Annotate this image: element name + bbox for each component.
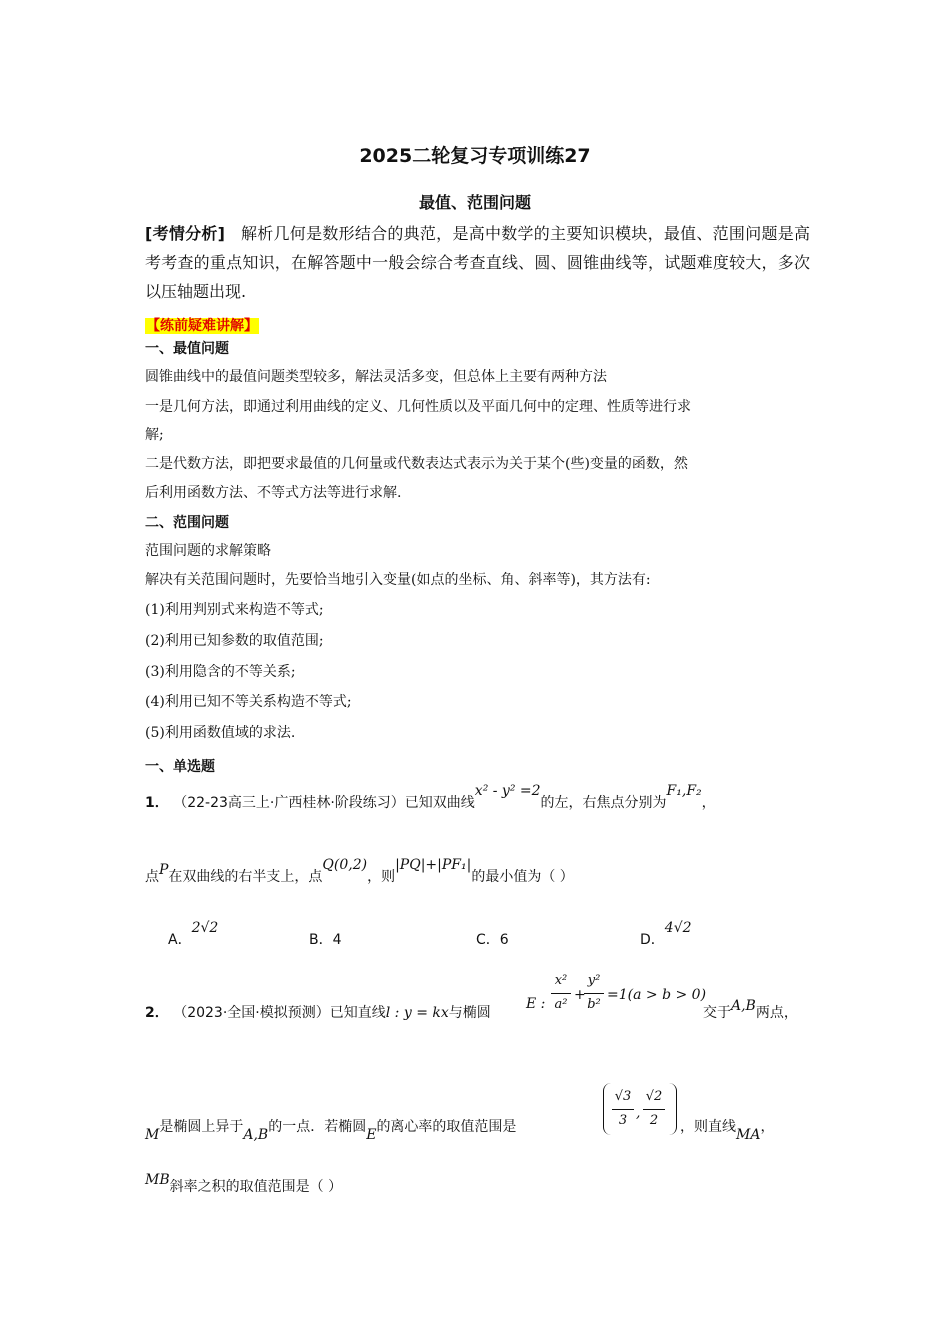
question-2-text: 是椭圆上异于 <box>159 1119 244 1135</box>
question-2-text: 与椭圆 <box>448 1005 491 1021</box>
section1-line: 圆锥曲线中的最值问题类型较多，解法灵活多变，但总体上主要有两种方法 <box>145 369 607 385</box>
question-2-source: （2023·全国·模拟预测） <box>173 1005 330 1021</box>
question-1-text: 在双曲线的右半支上，点 <box>168 869 323 885</box>
analysis-text: 解析几何是数形结合的典范，是高中数学的主要知识模块，最值、范围问题是高考考查的重点知识，在解答题中一般会综合考查直线、圆、圆锥曲线等，试题难度较大，多次以压轴题出现. <box>145 224 810 301</box>
analysis-label: [考情分析] <box>145 224 225 243</box>
question-2-text: 的离心率的取值范围是 <box>376 1119 517 1135</box>
question-2-line-1-tail <box>703 998 798 1022</box>
question-2-line-2 <box>145 1116 517 1143</box>
fraction-bar <box>584 993 604 994</box>
question-2-text: 的一点．若椭圆 <box>268 1119 367 1135</box>
ellipse-b-denominator: b² <box>587 997 601 1012</box>
section2-line: 解决有关范围问题时，先要恰当地引入变量(如点的坐标、角、斜率等)，其方法有: <box>145 572 651 588</box>
section2-line: (3)利用隐含的不等关系; <box>145 664 296 680</box>
ellipse-plus: + <box>574 987 586 1003</box>
option-d-label: D． <box>640 932 665 948</box>
question-1-text: ， <box>701 795 716 811</box>
ellipse-x-numerator: x² <box>554 973 568 988</box>
section1-heading: 一、最值问题 <box>145 341 229 357</box>
point-p: P <box>159 862 169 878</box>
fraction-bar <box>612 1109 634 1110</box>
fraction-bar <box>643 1109 665 1110</box>
section2-heading: 二、范围问题 <box>145 515 229 531</box>
section2-line: (2)利用已知参数的取值范围; <box>145 633 324 649</box>
question-2-text: 已知直线 <box>329 1005 386 1021</box>
fraction-bar <box>551 993 571 994</box>
option-d-value: 4√2 <box>664 920 692 936</box>
ellipse-y-numerator: y² <box>587 973 601 988</box>
ellipse-a-denominator: a² <box>554 997 568 1012</box>
analysis-paragraph <box>145 219 810 306</box>
question-1-line-2 <box>145 857 574 886</box>
question-1-text: ，则 <box>367 869 396 885</box>
option-d[interactable] <box>640 920 692 949</box>
section2-line: (5)利用函数值域的求法. <box>145 725 296 741</box>
question-1-number: 1． <box>145 795 169 811</box>
question-2-text: 两点， <box>755 1005 798 1021</box>
question-2-text: ， <box>760 1119 775 1135</box>
section2-line: 范围问题的求解策略 <box>145 543 271 559</box>
option-c-label: C． <box>476 932 500 948</box>
section3-heading: 一、单选题 <box>145 759 215 775</box>
range-upper-denominator: 2 <box>649 1113 659 1128</box>
question-1-text: 的左，右焦点分别为 <box>540 795 667 811</box>
range-comma: , <box>636 1105 641 1121</box>
option-b-label: B． <box>309 932 333 948</box>
question-2-text: 斜率之积的取值范围是（ ） <box>169 1179 343 1195</box>
line-ma: MA <box>736 1127 761 1143</box>
question-1-line-1 <box>145 783 716 812</box>
ellipse-condition: =1(a > b > 0) <box>607 987 707 1003</box>
option-a-label: A． <box>168 932 192 948</box>
question-2-line-3 <box>145 1172 343 1196</box>
page-title: 2025二轮复习专项训练27 <box>359 145 591 167</box>
points-ab: A,B <box>731 998 756 1014</box>
question-1-text: 点 <box>145 869 159 885</box>
range-lower-denominator: 3 <box>618 1113 628 1128</box>
question-1-source: （22-23高三上·广西桂林·阶段练习） <box>173 795 405 811</box>
hyperbola-equation: x² - y² =2 <box>474 783 541 799</box>
highlight-label: 【练前疑难讲解】 <box>146 318 258 334</box>
section1-line: 二是代数方法，即把要求最值的几何量或代数表达式表示为关于某个(些)变量的函数，然 <box>145 456 688 472</box>
option-c-value: 6 <box>499 932 509 948</box>
section1-line: 后利用函数方法、不等式方法等进行求解. <box>145 485 402 501</box>
question-2-text: ，则直线 <box>680 1119 736 1135</box>
section2-line: (4)利用已知不等关系构造不等式; <box>145 694 352 710</box>
section1-line: 解; <box>145 427 164 443</box>
distance-expression: |PQ|+|PF₁| <box>395 857 472 873</box>
points-ab: A,B <box>243 1127 269 1143</box>
page-subtitle: 最值、范围问题 <box>418 193 531 212</box>
foci-label: F₁,F₂ <box>666 783 702 799</box>
option-a[interactable] <box>168 920 219 949</box>
right-paren <box>667 1083 677 1135</box>
line-equation: l : y = kx <box>385 1005 449 1021</box>
line-mb: MB <box>145 1172 170 1188</box>
ellipse-prefix: E : <box>526 996 546 1012</box>
range-lower-numerator: √3 <box>614 1089 632 1104</box>
option-a-value: 2√2 <box>191 920 219 936</box>
option-b-value: 4 <box>332 932 342 948</box>
section2-line: (1)利用判别式来构造不等式; <box>145 602 324 618</box>
question-2-line-1 <box>145 1002 491 1022</box>
point-q: Q(0,2) <box>322 857 368 873</box>
option-c[interactable] <box>476 929 509 949</box>
section1-line: 一是几何方法，即通过利用曲线的定义、几何性质以及平面几何中的定理、性质等进行求 <box>145 399 691 415</box>
highlight-label-line <box>145 315 259 335</box>
option-b[interactable] <box>309 929 342 949</box>
ellipse-e: E <box>366 1127 377 1143</box>
question-2-number: 2． <box>145 1005 169 1021</box>
question-2-text: 交于 <box>703 1005 731 1021</box>
question-1-text: 已知双曲线 <box>404 795 475 811</box>
point-m: M <box>145 1127 160 1143</box>
range-upper-numerator: √2 <box>645 1089 663 1104</box>
question-2-line-2-tail <box>680 1116 775 1143</box>
question-1-text: 的最小值为（ ） <box>471 869 574 885</box>
